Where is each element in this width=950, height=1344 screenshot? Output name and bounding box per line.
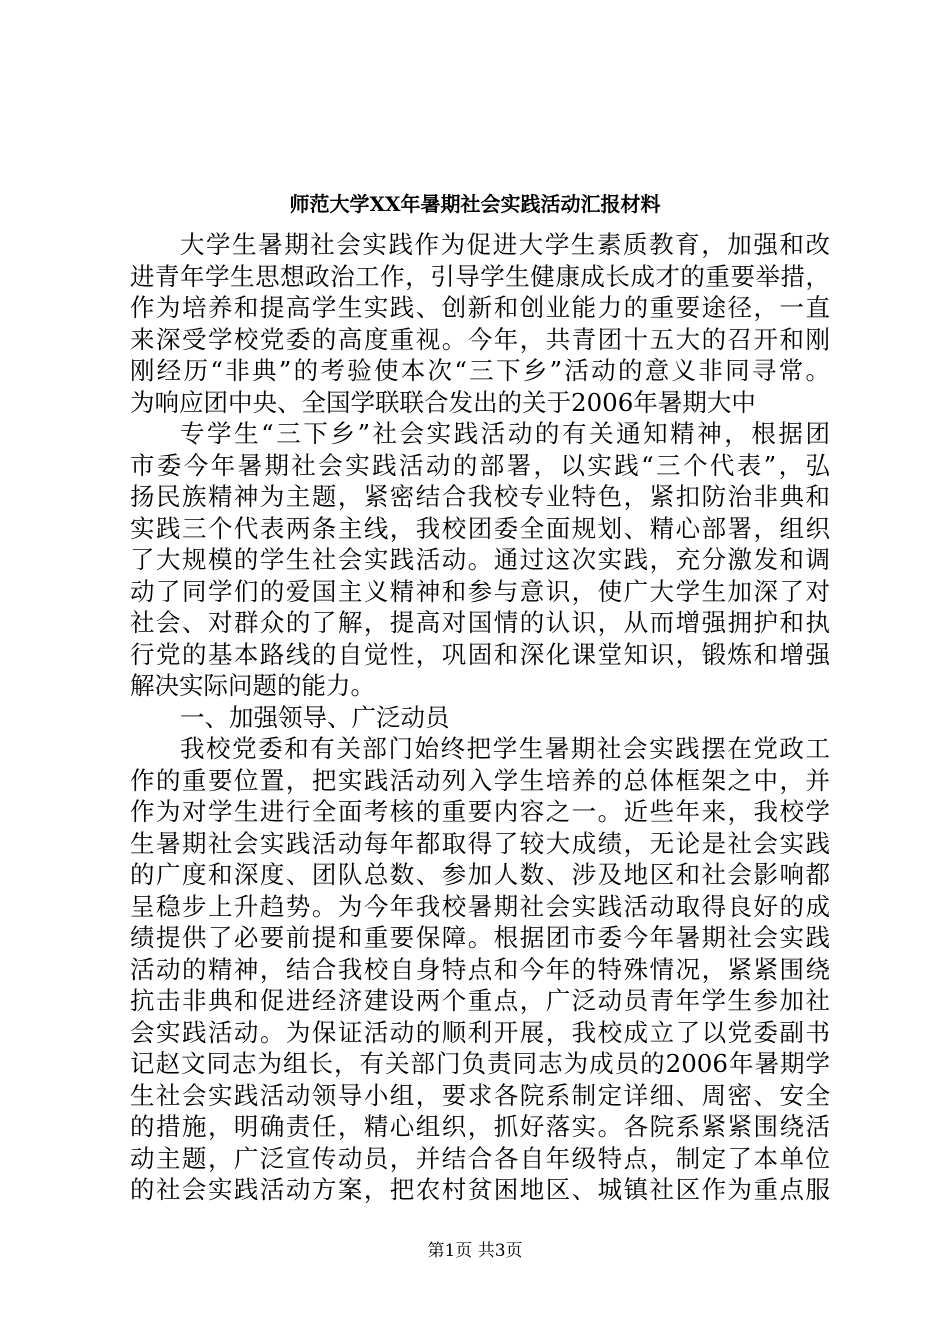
body-text-line: 的社会实践活动方案，把农村贫困地区、城镇社区作为重点服 — [130, 1175, 830, 1204]
body-text-line: 记赵文同志为组长，有关部门负责同志为成员的2006年暑期学 — [130, 1049, 830, 1078]
document-body — [130, 229, 830, 1206]
body-text-line: 我校党委和有关部门始终把学生暑期社会实践摆在党政工 — [180, 734, 830, 763]
body-text-line: 市委今年暑期社会实践活动的部署，以实践“三个代表”，弘 — [130, 450, 830, 480]
body-text-line: 专学生“三下乡”社会实践活动的有关通知精神，根据团 — [180, 419, 830, 448]
body-text-line: 解决实际问题的能力。 — [130, 671, 375, 700]
body-text-line: 为响应团中央、全国学联联合发出的关于2006年暑期大中 — [130, 387, 756, 417]
body-text-line: 动主题，广泛宣传动员，并结合各自年级特点，制定了本单位 — [130, 1143, 830, 1173]
body-text-line: 扬民族精神为主题，紧密结合我校专业特色，紧扣防治非典和 — [130, 482, 830, 511]
body-text-line: 作的重要位置，把实践活动列入学生培养的总体框架之中，并 — [130, 765, 830, 795]
body-text-line: 社会、对群众的了解，提高对国情的认识，从而增强拥护和执 — [130, 608, 830, 637]
body-text-line: 的广度和深度、团队总数、参加人数、涉及地区和社会影响都 — [130, 860, 830, 889]
body-text-line: 抗击非典和促进经济建设两个重点，广泛动员青年学生参加社 — [130, 986, 830, 1015]
body-text-line: 一、加强领导、广泛动员 — [180, 702, 450, 732]
document-title: 师范大学XX年暑期社会实践活动汇报材料 — [289, 192, 661, 216]
page-number-footer: 第1页 共3页 — [427, 1241, 523, 1261]
body-text-line: 大学生暑期社会实践作为促进大学生素质教育，加强和改 — [180, 230, 830, 259]
body-text-line: 的措施，明确责任，精心组织，抓好落实。各院系紧紧围绕活 — [130, 1112, 830, 1141]
body-text-line: 活动的精神，结合我校自身特点和今年的特殊情况，紧紧围绕 — [130, 954, 830, 984]
body-text-line: 了大规模的学生社会实践活动。通过这次实践，充分激发和调 — [130, 545, 830, 574]
body-text-line: 进青年学生思想政治工作，引导学生健康成长成才的重要举措， — [130, 261, 830, 291]
body-text-line: 作为培养和提高学生实践、创新和创业能力的重要途径，一直 — [130, 293, 830, 322]
body-text-line: 会实践活动。为保证活动的顺利开展，我校成立了以党委副书 — [130, 1017, 830, 1047]
body-text-line: 动了同学们的爱国主义精神和参与意识，使广大学生加深了对 — [130, 576, 830, 606]
body-text-line: 刚经历“非典”的考验使本次“三下乡”活动的意义非同寻常。 — [130, 356, 830, 385]
body-text-line: 行党的基本路线的自觉性，巩固和深化课堂知识，锻炼和增强 — [130, 639, 830, 669]
body-text-line: 绩提供了必要前提和重要保障。根据团市委今年暑期社会实践 — [130, 923, 830, 952]
body-text-line: 来深受学校党委的高度重视。今年，共青团十五大的召开和刚 — [130, 324, 830, 354]
body-text-line: 生暑期社会实践活动每年都取得了较大成绩，无论是社会实践 — [130, 828, 830, 858]
body-text-line: 作为对学生进行全面考核的重要内容之一。近些年来，我校学 — [130, 797, 830, 826]
body-text-line: 实践三个代表两条主线，我校团委全面规划、精心部署，组织 — [130, 513, 830, 543]
body-text-line: 生社会实践活动领导小组，要求各院系制定详细、周密、安全 — [130, 1080, 830, 1110]
body-text-line: 呈稳步上升趋势。为今年我校暑期社会实践活动取得良好的成 — [130, 891, 830, 921]
